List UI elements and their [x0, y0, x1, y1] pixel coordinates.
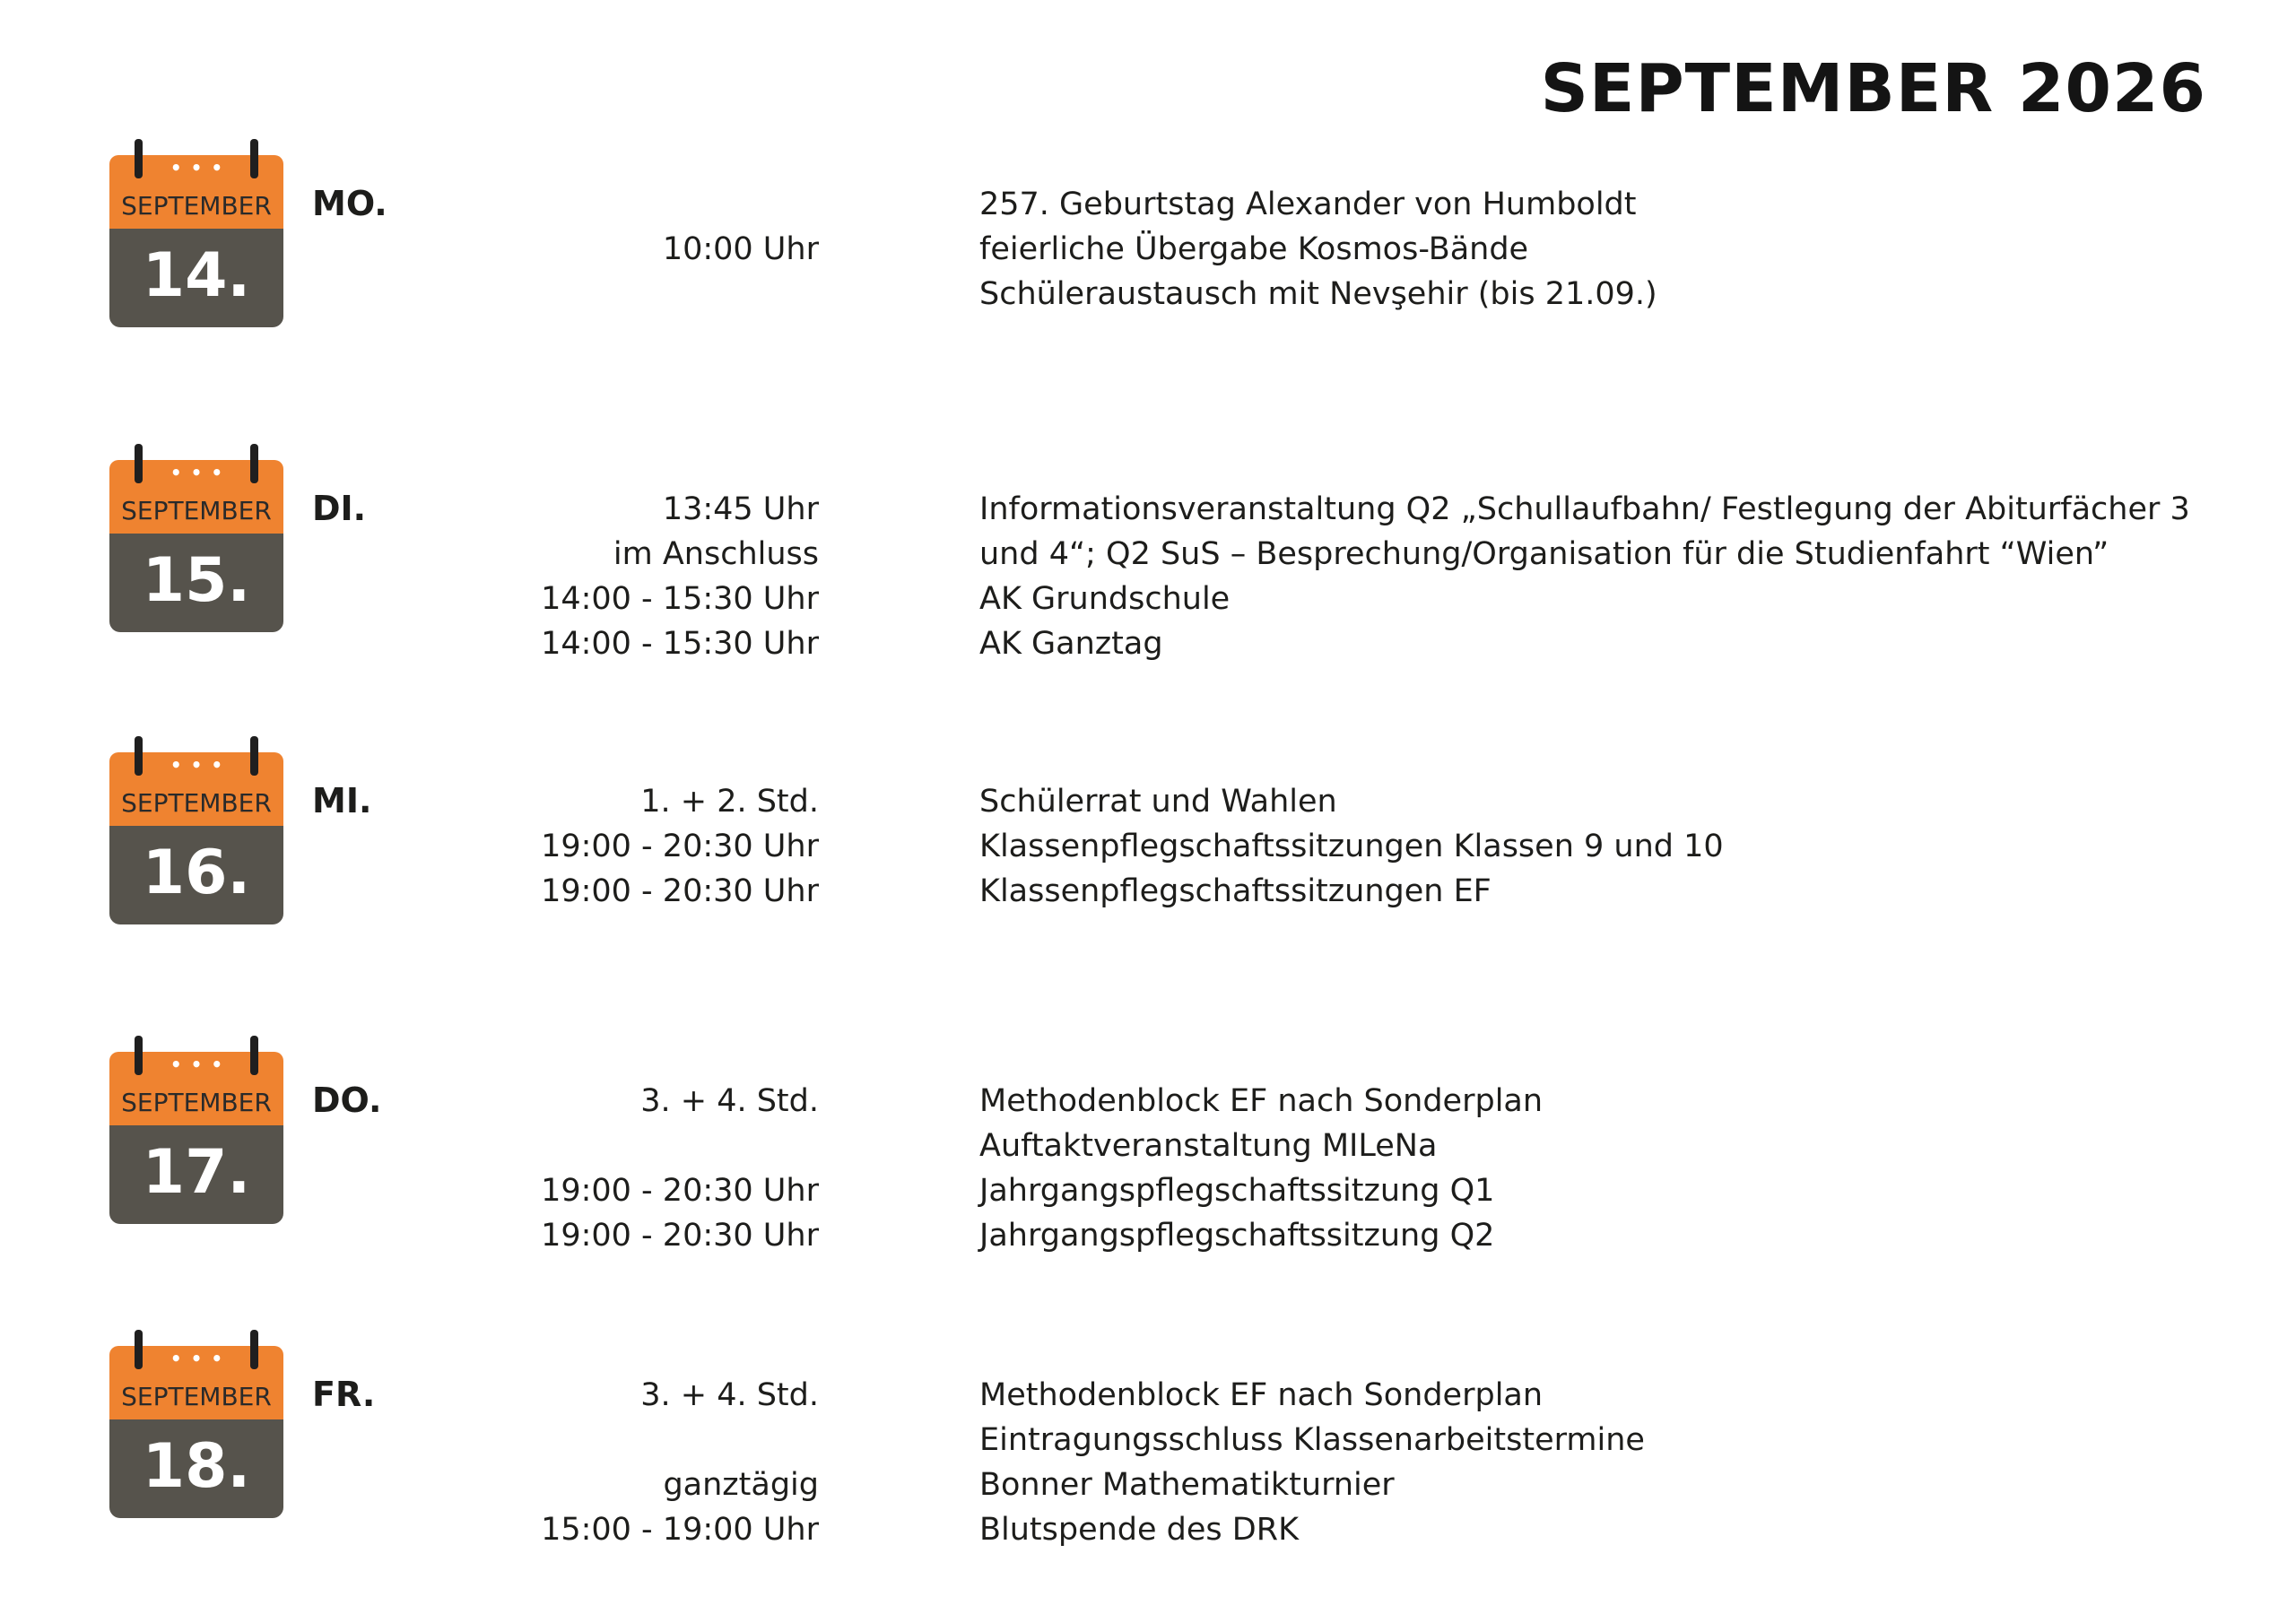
event-row	[0, 1418, 2296, 1462]
weekday-label: MI.	[312, 781, 372, 820]
event-text: feierliche Übergabe Kosmos-Bände	[979, 231, 1529, 267]
event-text: Bonner Mathematikturnier	[979, 1467, 1395, 1503]
event-text: AK Ganztag	[979, 626, 1163, 662]
event-row	[0, 227, 2296, 272]
event-time: 19:00 - 20:30 Uhr	[541, 829, 819, 864]
event-row	[0, 1079, 2296, 1124]
event-row	[0, 182, 2296, 227]
weekday-label: FR.	[312, 1375, 376, 1414]
event-text: Schülerrat und Wahlen	[979, 784, 1337, 820]
event-list	[0, 182, 2296, 317]
event-list	[0, 779, 2296, 914]
event-time: ganztägig	[663, 1467, 819, 1503]
calendar-month-label: SEPTEMBER	[121, 788, 272, 818]
event-row	[0, 621, 2296, 666]
event-list	[0, 487, 2296, 666]
calendar-month-label: SEPTEMBER	[121, 1088, 272, 1117]
calendar-day-number: 16.	[142, 838, 251, 908]
event-row	[0, 1168, 2296, 1213]
event-text: Schüleraustausch mit Nevşehir (bis 21.09.)	[979, 276, 1657, 312]
event-time: 3. + 4. Std.	[640, 1377, 819, 1413]
event-text: AK Grundschule	[979, 581, 1231, 617]
calendar-day-number: 15.	[142, 545, 251, 616]
event-list	[0, 1079, 2296, 1258]
event-text: Jahrgangspflegschaftssitzung Q2	[979, 1218, 1495, 1254]
event-text: Klassenpflegschaftssitzungen EF	[979, 873, 1492, 909]
event-text: Blutspende des DRK	[979, 1512, 1300, 1548]
event-text: Auftaktveranstaltung MILeNa	[979, 1128, 1438, 1164]
event-text: Klassenpflegschaftssitzungen Klassen 9 und 10	[979, 829, 1724, 864]
event-row	[0, 532, 2296, 577]
event-row	[0, 1373, 2296, 1418]
event-text: Jahrgangspflegschaftssitzung Q1	[979, 1173, 1495, 1209]
event-time: 3. + 4. Std.	[640, 1083, 819, 1119]
event-time: 19:00 - 20:30 Uhr	[541, 873, 819, 909]
event-text: Eintragungsschluss Klassenarbeitstermine	[979, 1422, 1645, 1458]
event-row	[0, 487, 2296, 532]
event-time: 15:00 - 19:00 Uhr	[541, 1512, 819, 1548]
weekday-label: DO.	[312, 1081, 382, 1120]
event-time: 19:00 - 20:30 Uhr	[541, 1173, 819, 1209]
event-row	[0, 1124, 2296, 1168]
event-time: 14:00 - 15:30 Uhr	[541, 581, 819, 617]
weekday-label: DI.	[312, 489, 367, 528]
event-time: im Anschluss	[613, 536, 819, 572]
event-text: Methodenblock EF nach Sonderplan	[979, 1377, 1544, 1413]
event-row	[0, 1213, 2296, 1258]
calendar-day-number: 18.	[142, 1431, 251, 1502]
calendar-dots-icon: •••	[170, 1348, 232, 1369]
weekday-label: MO.	[312, 184, 387, 223]
event-time: 13:45 Uhr	[662, 491, 819, 527]
calendar-month-label: SEPTEMBER	[121, 1382, 272, 1411]
event-text: Informationsveranstaltung Q2 „Schullaufbahn/ Festlegung der Abiturfächer 3	[979, 491, 2190, 527]
event-row	[0, 577, 2296, 621]
calendar-dots-icon: •••	[170, 157, 232, 178]
event-text: und 4“; Q2 SuS – Besprechung/Organisation für die Studienfahrt “Wien”	[979, 536, 2109, 572]
calendar-month-label: SEPTEMBER	[121, 496, 272, 525]
page-title: SEPTEMBER 2026	[1540, 50, 2206, 127]
calendar-day-number: 17.	[142, 1137, 251, 1208]
event-time: 19:00 - 20:30 Uhr	[541, 1218, 819, 1254]
event-row	[0, 272, 2296, 317]
event-list	[0, 1373, 2296, 1552]
event-time: 14:00 - 15:30 Uhr	[541, 626, 819, 662]
event-time: 1. + 2. Std.	[640, 784, 819, 820]
calendar-day-number: 14.	[142, 240, 251, 311]
event-row	[0, 779, 2296, 824]
event-text: Methodenblock EF nach Sonderplan	[979, 1083, 1544, 1119]
calendar-month-label: SEPTEMBER	[121, 191, 272, 221]
event-row	[0, 1507, 2296, 1552]
event-row	[0, 869, 2296, 914]
event-text: 257. Geburtstag Alexander von Humboldt	[979, 187, 1637, 222]
calendar-dots-icon: •••	[170, 1054, 232, 1075]
calendar-dots-icon: •••	[170, 754, 232, 776]
event-time: 10:00 Uhr	[662, 231, 819, 267]
event-row	[0, 824, 2296, 869]
calendar-dots-icon: •••	[170, 462, 232, 483]
event-row	[0, 1462, 2296, 1507]
